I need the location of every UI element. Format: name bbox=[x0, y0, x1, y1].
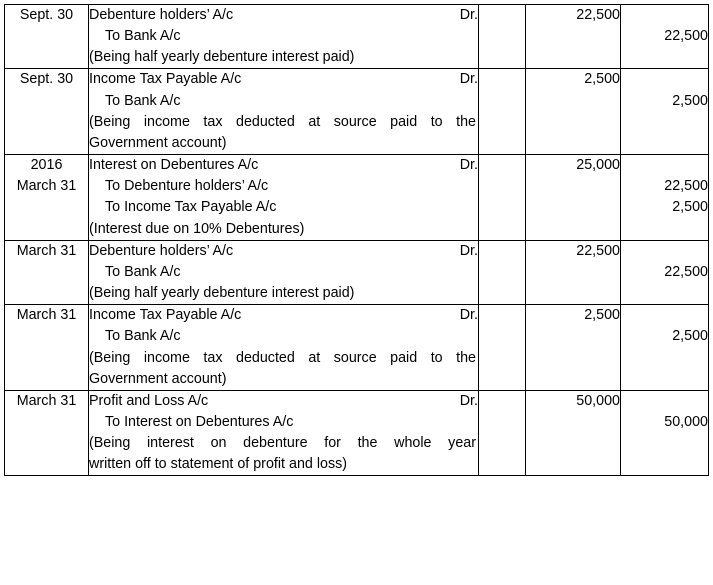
particulars-line bbox=[89, 47, 478, 68]
debit-indicator: Dr. bbox=[459, 392, 478, 409]
ledger-folio-cell bbox=[479, 155, 526, 241]
credit-amount-cell bbox=[621, 5, 709, 69]
particulars-line-text: (Being income tax deducted at source paid to the bbox=[89, 349, 476, 366]
particulars-line bbox=[89, 262, 478, 283]
entry-particulars-cell bbox=[89, 240, 479, 304]
credit-amount-cell bbox=[621, 69, 709, 155]
entry-date-day: Sept. 30 bbox=[19, 7, 74, 23]
ledger-folio-cell bbox=[479, 305, 526, 391]
particulars-line bbox=[89, 197, 478, 218]
debit-amount-cell bbox=[526, 155, 621, 241]
particulars-line-text: To Bank A/c bbox=[105, 328, 181, 345]
particulars-line bbox=[89, 219, 478, 240]
entry-particulars-cell bbox=[89, 305, 479, 391]
credit-amount-cell bbox=[621, 390, 709, 476]
credit-amount: 22,500 bbox=[664, 28, 708, 45]
credit-amount-cell bbox=[621, 240, 709, 304]
particulars-line-text: Profit and Loss A/c bbox=[89, 392, 209, 409]
particulars-line bbox=[89, 176, 478, 197]
table-row bbox=[5, 240, 709, 304]
entry-date-cell bbox=[5, 69, 89, 155]
table-row bbox=[5, 69, 709, 155]
debit-indicator: Dr. bbox=[459, 242, 478, 259]
debit-amount: 22,500 bbox=[576, 7, 620, 23]
particulars-line-text: (Interest due on 10% Debentures) bbox=[89, 220, 305, 237]
particulars-line-text: (Being income tax deducted at source paid to the bbox=[89, 113, 476, 130]
particulars-line bbox=[89, 133, 478, 154]
particulars-line bbox=[89, 112, 478, 133]
particulars-line bbox=[89, 26, 478, 47]
particulars-line-text: To Bank A/c bbox=[105, 92, 181, 109]
debit-amount-cell bbox=[526, 240, 621, 304]
debit-amount-cell bbox=[526, 69, 621, 155]
credit-amount: 22,500 bbox=[664, 178, 708, 195]
particulars-line-text: Debenture holders’ A/c bbox=[89, 7, 234, 23]
particulars-line-text: written off to statement of profit and loss) bbox=[89, 456, 348, 473]
entry-particulars-cell bbox=[89, 5, 479, 69]
particulars-line-text: To Debenture holders’ A/c bbox=[105, 178, 269, 195]
debit-indicator: Dr. bbox=[459, 157, 478, 174]
particulars-line-text: Debenture holders’ A/c bbox=[89, 242, 234, 259]
particulars-line bbox=[89, 69, 478, 90]
particulars-line bbox=[89, 369, 478, 390]
particulars-line bbox=[89, 348, 478, 369]
credit-amount: 2,500 bbox=[672, 199, 708, 216]
ledger-folio-cell bbox=[479, 5, 526, 69]
debit-amount-cell bbox=[526, 390, 621, 476]
ledger-folio-cell bbox=[479, 240, 526, 304]
table-row bbox=[5, 305, 709, 391]
entry-date-cell bbox=[5, 155, 89, 241]
debit-amount-cell bbox=[526, 5, 621, 69]
entry-date-cell bbox=[5, 390, 89, 476]
entry-date-cell bbox=[5, 5, 89, 69]
table-row bbox=[5, 390, 709, 476]
particulars-line bbox=[89, 305, 478, 326]
entry-date-day: Sept. 30 bbox=[19, 71, 74, 88]
debit-amount: 50,000 bbox=[576, 392, 620, 409]
entry-date-day: March 31 bbox=[16, 307, 77, 324]
particulars-line bbox=[89, 283, 478, 304]
particulars-line-text: To Bank A/c bbox=[105, 28, 181, 45]
entry-particulars-cell bbox=[89, 155, 479, 241]
entry-particulars-cell bbox=[89, 69, 479, 155]
ledger-folio-cell bbox=[479, 69, 526, 155]
particulars-line-text: Government account) bbox=[89, 134, 227, 151]
particulars-line-text: To Bank A/c bbox=[105, 263, 181, 280]
particulars-line bbox=[89, 5, 478, 26]
particulars-line-text: Government account) bbox=[89, 370, 227, 387]
entry-date-year: 2016 bbox=[30, 157, 63, 174]
journal-table-container bbox=[4, 4, 708, 476]
debit-amount: 2,500 bbox=[584, 71, 620, 88]
particulars-line bbox=[89, 155, 478, 176]
debit-indicator: Dr. bbox=[459, 7, 478, 23]
entry-date-day: March 31 bbox=[16, 178, 77, 195]
credit-amount: 2,500 bbox=[672, 328, 708, 345]
debit-amount-cell bbox=[526, 305, 621, 391]
credit-amount: 22,500 bbox=[664, 263, 708, 280]
particulars-line-text: (Being half yearly debenture interest paid) bbox=[89, 49, 355, 66]
particulars-line-text: (Being interest on debenture for the whole year bbox=[89, 435, 476, 452]
particulars-line bbox=[89, 241, 478, 262]
debit-amount: 2,500 bbox=[584, 307, 620, 324]
entry-date-day: March 31 bbox=[16, 392, 77, 409]
entry-date-cell bbox=[5, 240, 89, 304]
credit-amount-cell bbox=[621, 305, 709, 391]
table-row bbox=[5, 5, 709, 69]
particulars-line bbox=[89, 433, 478, 454]
credit-amount: 2,500 bbox=[672, 92, 708, 109]
journal-entries-table bbox=[4, 4, 709, 476]
particulars-line bbox=[89, 326, 478, 347]
credit-amount-cell bbox=[621, 155, 709, 241]
particulars-line-text: To Income Tax Payable A/c bbox=[105, 199, 277, 216]
particulars-line bbox=[89, 391, 478, 412]
debit-indicator: Dr. bbox=[459, 71, 478, 88]
debit-amount: 25,000 bbox=[576, 157, 620, 174]
entry-particulars-cell bbox=[89, 390, 479, 476]
particulars-line-text: Interest on Debentures A/c bbox=[89, 157, 259, 174]
particulars-line-text: Income Tax Payable A/c bbox=[89, 307, 242, 324]
particulars-line bbox=[89, 454, 478, 475]
particulars-line bbox=[89, 91, 478, 112]
particulars-line-text: To Interest on Debentures A/c bbox=[105, 413, 294, 430]
entry-date-cell bbox=[5, 305, 89, 391]
table-row bbox=[5, 155, 709, 241]
entry-date-day: March 31 bbox=[16, 242, 77, 259]
debit-amount: 22,500 bbox=[576, 242, 620, 259]
particulars-line-text: Income Tax Payable A/c bbox=[89, 71, 242, 88]
credit-amount: 50,000 bbox=[664, 413, 708, 430]
particulars-line-text: (Being half yearly debenture interest paid) bbox=[89, 285, 355, 302]
debit-indicator: Dr. bbox=[459, 307, 478, 324]
particulars-line bbox=[89, 412, 478, 433]
ledger-folio-cell bbox=[479, 390, 526, 476]
